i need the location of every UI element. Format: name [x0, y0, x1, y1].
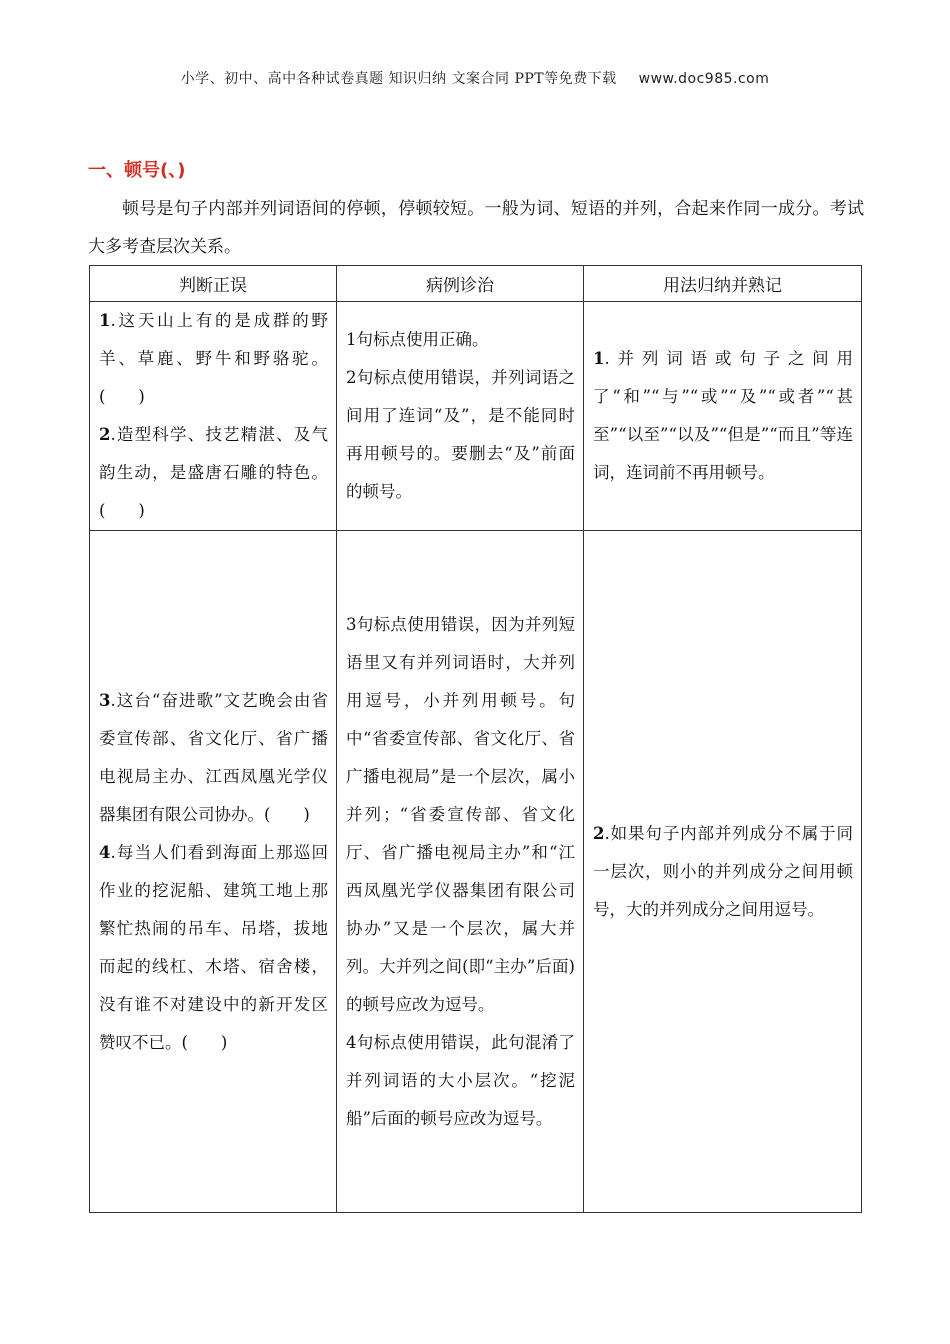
question-cell: [90, 531, 337, 1213]
header-rule: 用法归纳并熟记: [584, 266, 862, 302]
question-number: 2: [99, 425, 111, 444]
page-header: [0, 68, 950, 88]
rule-text: .并列词语或句子之间用了“和”“与”“或”“及”“或者”“甚至”“以至”“以及”“但是”“而且”等连词，连词前不再用顿号。: [593, 349, 853, 482]
question-number: 1: [99, 311, 111, 330]
question-text: .这天山上有的是成群的野羊、草鹿、野牛和野骆驼。( ): [99, 311, 328, 406]
header-diagnosis: 病例诊治: [337, 266, 584, 302]
rule-item: [593, 340, 853, 492]
table-row: [90, 302, 862, 531]
header-site[interactable]: www.doc985.com: [638, 71, 770, 87]
question-item: [99, 416, 328, 530]
question-number: 4: [99, 842, 111, 862]
rule-text: .如果句子内部并列成分不属于同一层次，则小的并列成分之间用顿号，大的并列成分之间用逗号。: [593, 823, 853, 919]
rule-number: 1: [593, 349, 605, 368]
rule-cell: [584, 531, 862, 1213]
diagnosis-cell: [337, 531, 584, 1213]
diagnosis-item: 3句标点使用错误，因为并列短语里又有并列词语时，大并列用逗号，小并列用顿号。句中“省委宣传部、省文化厅、省广播电视局”是一个层次，属小并列；“省委宣传部、省文化厅、省广播电视局主办”和“江西凤凰光学仪器集团有限公司协办”又是一个层次，属大并列。大并列之间(即“主办”后面)的顿号应改为逗号。: [346, 614, 575, 1014]
rule-number: 2: [593, 823, 605, 843]
diagnosis-item: 1句标点使用正确。: [346, 330, 489, 349]
question-text: .造型科学、技艺精湛、及气韵生动，是盛唐石雕的特色。( ): [99, 425, 328, 520]
rule-item: [593, 815, 853, 929]
question-item: [99, 682, 328, 834]
question-text: .这台“奋进歌”文艺晚会由省委宣传部、省文化厅、省广播电视局主办、江西凤凰光学仪器集团有限公司协办。( ): [99, 690, 328, 824]
rule-cell: [584, 302, 862, 531]
table-row: [90, 531, 862, 1213]
section-title: 一、顿号(、): [88, 160, 186, 181]
question-text: .每当人们看到海面上那巡回作业的挖泥船、建筑工地上那繁忙热闹的吊车、吊塔，拔地而起的线杠、木塔、宿舍楼，没有谁不对建设中的新开发区赞叹不已。( ): [99, 842, 328, 1052]
header-text: 小学、初中、高中各种试卷真题 知识归纳 文案合同 PPT等免费下载: [180, 71, 617, 87]
question-cell: [90, 302, 337, 531]
question-number: 3: [99, 690, 111, 710]
diagnosis-cell: [337, 302, 584, 531]
question-item: [99, 302, 328, 416]
diagnosis-item: 2句标点使用错误，并列词语之间用了连词“及”，是不能同时再用顿号的。要删去“及”前面的顿号。: [346, 368, 575, 501]
punctuation-table: [89, 265, 862, 1213]
table-header-row: [90, 266, 862, 302]
intro-paragraph: 顿号是句子内部并列词语间的停顿，停顿较短。一般为词、短语的并列，合起来作同一成分。考试大多考查层次关系。: [88, 199, 864, 257]
header-judge: 判断正误: [90, 266, 337, 302]
question-item: [99, 834, 328, 1062]
diagnosis-item: 4句标点使用错误，此句混淆了并列词语的大小层次。“挖泥船”后面的顿号应改为逗号。: [346, 1032, 575, 1128]
